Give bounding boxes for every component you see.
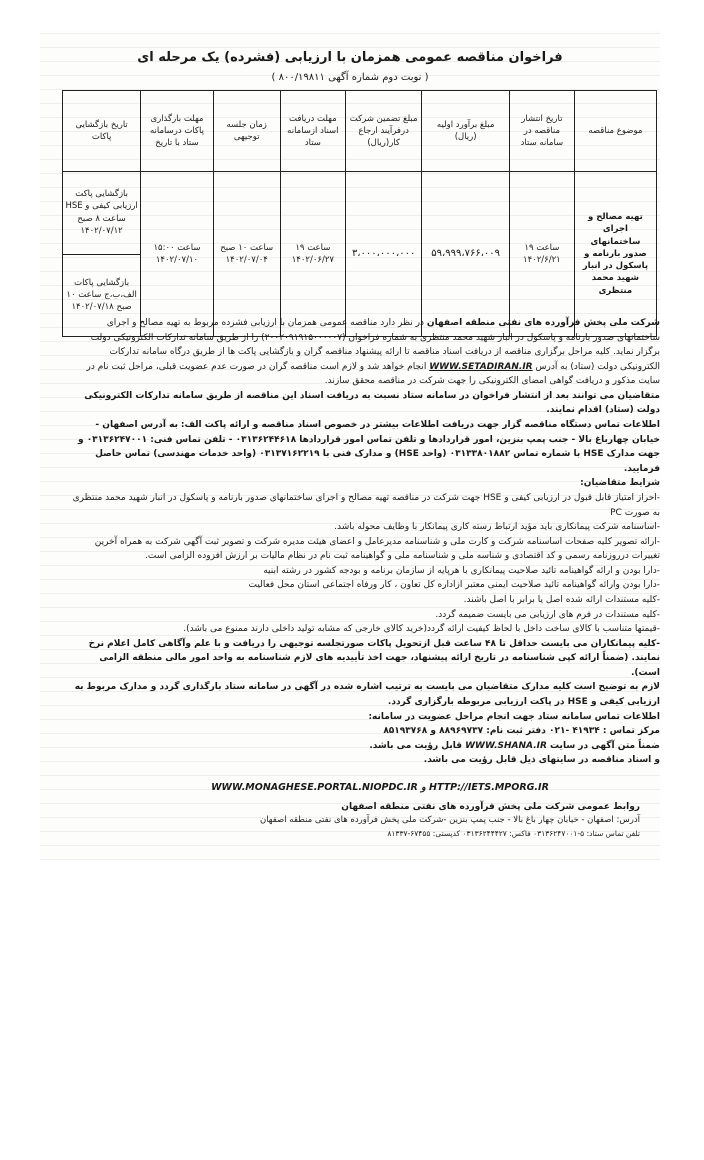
cell-estimate: ۵۹،۹۹۹،۷۶۶،۰۰۹ (422, 172, 510, 337)
header-briefing: زمان جلسه توجیهی (213, 91, 280, 172)
header-publish-date: تاریخ انتشار مناقصه در سامانه ستاد (510, 91, 575, 172)
note-paragraph: لازم به توضیح است کلیه مدارک متقاضیان می بایست به ترتیب اشاره شده در آگهی در سامانه ستاد بارگذاری گردد و مدارک مربوط به ارزیابی کیفی و HSE در پاکت ارزیابی مربوطه بارگزاری گردد. (74, 682, 660, 708)
other-sites: و اسناد مناقصه در سایتهای ذیل قابل رؤیت می باشد. (423, 755, 660, 766)
table-row (63, 172, 657, 337)
cell-briefing: ساعت ۱۰ صبح ۱۴۰۲/۰۷/۰۴ (213, 172, 280, 337)
condition-item: -اساسنامه شرکت پیمانکاری باید مؤید ارتباط رسته کاری پیمانکار با وظایف محوله باشد. (334, 522, 660, 533)
condition-item: -کلیه مستندات ارائه شده اصل یا برابر با اصل باشند. (463, 594, 660, 605)
cell-publish-date: ساعت ۱۹ ۱۴۰۲/۶/۲۱ (510, 172, 575, 337)
cell-opening (63, 172, 141, 337)
page-title: فراخوان مناقصه عمومی همزمان با ارزیابی (فشرده) یک مرحله ای (137, 50, 563, 65)
document-page (40, 30, 660, 860)
shana-link[interactable]: WWW.SHANA.IR (465, 740, 547, 751)
contact-heading: اطلاعات تماس دستگاه مناقصه گزار جهت دریافت اطلاعات بیشتر در خصوص اسناد مناقصه و ارائه پاکت الف: (180, 420, 660, 431)
header-opening: تاریخ بازگشایی پاکات (63, 91, 141, 172)
footer-address: آدرس: اصفهان - خیابان چهار باغ بالا - جنب پمپ بنزین -شرکت ملی پخش فرآورده های نفتی منطقه اصفهان (259, 815, 640, 826)
tender-table (62, 90, 657, 337)
tender-sites-links[interactable]: WWW.MONAGHESE.PORTAL.NIOPDC.IR و HTTP://IETS.MPORG.IR (211, 782, 549, 793)
opening-abc: بازگشایی پاکات الف،ب،ج ساعت ۱۰ صبح ۱۴۰۲/۰۷/۱۸ (66, 277, 137, 313)
opening-hse: بازگشایی پاکت ارزیابی کیفی و HSE ساعت ۸ صبح ۱۴۰۲/۰۷/۱۲ (63, 172, 140, 255)
header-subject: موضوع مناقصه (574, 91, 656, 172)
condition-item: -دارا بودن وارائه گواهینامه تائید صلاحیت ایمنی معتبر ازاداره کل تعاون ، کار ورفاه اجتماعی استان محل فعالیت (248, 580, 660, 591)
cell-submit-deadline: ساعت ۱۵:۰۰ ۱۴۰۲/۰۷/۱۰ (141, 172, 213, 337)
page-subtitle: ( نوبت دوم شماره آگهی ۸۰۰/۱۹۸۱۱ ) (271, 72, 429, 83)
intro-text-2: انجام خواهد شد و لازم است مناقصه گران در صورت عدم عضویت قبلی، مراحل ثبت نام در سایت مذکور و دریافت گواهی امضای الکترونیکی را جهت شرکت در مناقصه محقق سازند. (86, 361, 660, 387)
cell-subject: تهیه مصالح و اجرای ساختمانهای صدور بارنامه و پاسکول در انبار شهید محمد منتظری (574, 172, 656, 337)
table-header-row (63, 91, 657, 172)
condition-item: -قیمتها متناسب با کالای ساخت داخل با لحاظ کیفیت ارائه گردد(خرید کالای خارجی که مشابه تولید داخلی دارند ممنوع می باشد). (183, 624, 660, 635)
contact-paragraph (68, 418, 660, 476)
shana-line (68, 739, 660, 754)
condition-item: -دارا بودن و ارائه گواهینامه تائید صلاحیت پیمانکاری با هرپایه از سازمان برنامه و بودجه کشور در رشته ابنیه (263, 565, 660, 576)
condition-item: -احراز امتیاز قابل قبول در ارزیابی کیفی و HSE جهت شرکت در مناقصه تهیه مصالح و اجرای ساختمانهای صدور بارنامه و پاسکول در انبار شهید محمد منتظری به صورت PC (72, 492, 660, 518)
cell-guarantee: ۳،۰۰۰،۰۰۰،۰۰۰ (345, 172, 421, 337)
setad-contact-heading: اطلاعات تماس سامانه ستاد جهت انجام مراحل عضویت در سامانه: (368, 711, 660, 722)
para-2: متقاضیان می توانند بعد از انتشار فراخوان در سامانه ستاد نسبت به دریافت اسناد این مناقصه از طریق سامانه تدارکات الکترونیکی دولت (ستاد) اقدام نمایند. (84, 390, 660, 416)
header-guarantee: مبلغ تضمین شرکت درفرآیند ارجاع کار(ریال) (345, 91, 421, 172)
shana-pre: ضمناً متن آگهی در سایت (550, 740, 660, 751)
shana-post: قابل رؤیت می باشد. (369, 740, 462, 751)
announcement-body (68, 316, 660, 768)
header-submit-deadline: مهلت بارگذاری پاکات درسامانه ستاد با تاریخ (141, 91, 213, 172)
conditions-heading: شرایط متقاضیان: (580, 478, 660, 489)
setad-link[interactable]: WWW.SETADIRAN.IR (429, 361, 533, 372)
setad-contact: مرکز تماس : ۴۱۹۳۴ -۰۲۱ دفتر ثبت نام: ۸۸۹۶۹۷۳۷ و ۸۵۱۹۳۷۶۸ (383, 726, 660, 737)
cell-doc-deadline: ساعت ۱۹ ۱۴۰۲/۰۶/۲۷ (280, 172, 345, 337)
footer-pr: روابط عمومی شرکت ملی پخش فرآورده های نفتی منطقه اصفهان (341, 802, 640, 812)
condition-item: -کلیه مستندات در فرم های ارزیابی می بایست ضمیمه گردد. (435, 609, 660, 620)
intro-paragraph (68, 316, 660, 389)
footer-phones: تلفن تماس ستاد: ۵-۰۳۱۳۶۲۴۷۰۰۱ فاکس: ۰۳۱۳۶۲۴۴۴۲۷ کدپستی: ۶۷۴۵۵-۸۱۳۳۷ (387, 828, 640, 838)
header-doc-deadline: مهلت دریافت اسناد ازسامانه ستاد (280, 91, 345, 172)
intro-text: در نظر دارد مناقصه عمومی همزمان با ارزیابی فشرده مربوط به تهیه مصالح و اجرای ساختمانهای صدور بارنامه و پاسکول در انبار شهید محمد منتظری به شماره فراخوان (۲۰۰۲۰۹۱۹۱۵۰۰۰۰۰۷) را از طریق سامانه تدارکات الکترونیکی دولت برگزار نماید. کلیه مراحل برگزاری مناقصه از دریافت اسناد مناقصه تا ارائه پیشنهاد مناقصه گران و بازگشایی پاکت ها از طریق درگاه سامانه تدارکات الکترونیکی دولت (ستاد) به آدرس (90, 318, 660, 372)
company-name: شرکت ملی پخش فرآورده های نفتی منطقه اصفهان (426, 318, 660, 328)
condition-item: -کلیه پیمانکاران می بایست حداقل تا ۴۸ ساعت قبل ازتحویل پاکات صورتجلسه توجیهی را دریافت و با علم وآگاهی کامل اعلام نرخ نمایند. (ضمناً ارائه کپی شناسنامه در تاریخ ارائه پیشنهاد، جهت اخذ تأییدیه های لازم شناسنامه به واحد امور مالی منطقه الزامی است). (88, 638, 660, 678)
footer (180, 800, 640, 840)
condition-item: -ارائه تصویر کلیه صفحات اساسنامه شرکت و کارت ملی و شناسنامه مدیرعامل و اعضای هیئت مدیره شرکت و تصویر ثبت آگهی شرکت به همراه آخرین تغییرات درروزنامه رسمی و کد اقتصادی و شناسه ملی و شناسنامه ملی و گواهینامه ثبت نام در نظام مالیات بر ارزش افزوده الزامی است. (94, 536, 660, 562)
header-estimate: مبلغ برآورد اولیه (ریال) (422, 91, 510, 172)
contact-address: به آدرس اصفهان - خیابان چهارباغ بالا - جنب پمپ بنزین، امور قراردادها و تلفن تماس امور قراردادها ۰۳۱۳۶۲۴۴۶۱۸ - تلفن تماس فنی: ۰۳۱۳۶۲۴۷۰۰۱ و جهت مدارک HSE با شماره تماس ۰۳۱۳۳۸۰۱۸۸۲ (واحد HSE) و مدارک فنی با ۰۳۱۳۷۱۶۲۲۱۹ (واحد خدمات مهندسی) تماس حاصل فرمایید. (77, 420, 660, 474)
